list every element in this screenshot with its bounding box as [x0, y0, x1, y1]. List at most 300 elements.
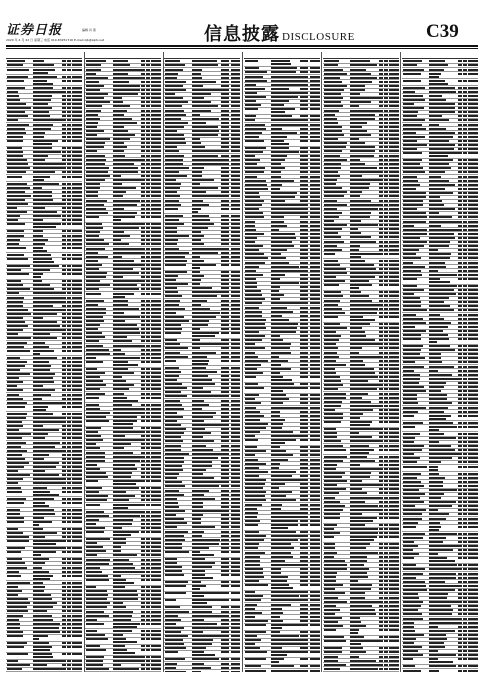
listing-cell	[62, 433, 66, 435]
listing-cell	[350, 464, 360, 466]
listing-cell	[151, 69, 161, 71]
listing-cell	[350, 413, 363, 415]
listing-cell	[324, 200, 337, 202]
listing-cell	[146, 280, 150, 282]
listing-cell	[300, 539, 304, 541]
listing-cell	[62, 450, 66, 452]
listing-cell	[141, 332, 145, 334]
listing-cell	[192, 619, 205, 621]
listing-cell	[141, 320, 145, 322]
listing-cell	[141, 472, 145, 474]
listing-cell	[379, 171, 383, 173]
listing-cell	[271, 221, 284, 223]
listing-cell	[245, 364, 261, 366]
listing-cell	[113, 368, 129, 370]
listing-cell	[384, 77, 388, 79]
listing-cell	[151, 623, 161, 625]
listing-cell	[300, 454, 304, 456]
listing-cell	[225, 295, 229, 297]
listing-cell	[403, 60, 422, 62]
listing-cell	[141, 645, 145, 647]
listing-cell	[192, 134, 218, 136]
listing-row	[244, 140, 320, 147]
listing-cell	[384, 464, 388, 466]
listing-cell	[231, 256, 241, 258]
listing-cell	[300, 427, 304, 429]
listing-cell	[350, 224, 377, 226]
listing-cell	[141, 118, 145, 120]
listing-cell	[7, 377, 19, 379]
listing-cell	[192, 343, 222, 345]
listing-cell	[310, 151, 320, 153]
listing-cell	[113, 336, 127, 338]
listing-cell	[113, 397, 128, 399]
listing-cell	[350, 572, 367, 574]
listing-cell	[225, 404, 229, 406]
listing-cell	[324, 421, 341, 423]
listing-cell	[350, 384, 381, 386]
listing-cell	[225, 69, 229, 71]
listing-cell	[141, 619, 145, 621]
listing-cell	[165, 643, 184, 645]
listing-cell	[72, 536, 82, 538]
listing-cell	[231, 130, 241, 132]
listing-cell	[221, 279, 225, 281]
listing-cell	[389, 134, 399, 136]
listing-cell	[146, 93, 150, 95]
listing-cell	[192, 195, 222, 197]
listing-cell	[245, 327, 266, 329]
listing-cell	[271, 627, 282, 629]
listing-cell	[350, 81, 372, 83]
listing-cell	[310, 200, 320, 202]
listing-cell	[304, 595, 308, 597]
listing-cell	[300, 323, 304, 325]
listing-cell	[62, 442, 66, 444]
listing-cell	[231, 457, 241, 459]
listing-cell	[72, 128, 82, 130]
listing-cell	[324, 580, 336, 582]
listing-cell	[389, 179, 399, 181]
listing-row	[6, 574, 82, 581]
listing-cell	[86, 284, 110, 286]
listing-cell	[221, 208, 225, 210]
listing-cell	[146, 97, 150, 99]
listing-cell	[7, 151, 23, 153]
listing-cell	[151, 397, 161, 399]
listing-cell	[67, 575, 71, 577]
listing-cell	[350, 93, 360, 95]
listing-cell	[165, 287, 177, 289]
listing-cell	[221, 291, 225, 293]
listing-cell	[379, 501, 383, 503]
listing-cell	[350, 316, 363, 318]
listing-cell	[225, 130, 229, 132]
listing-cell	[141, 146, 145, 148]
listing-cell	[310, 387, 320, 389]
listing-cell	[310, 658, 320, 660]
listing-cell	[113, 364, 138, 366]
listing-cell	[165, 599, 176, 601]
listing-cell	[86, 443, 96, 445]
listing-cell	[33, 143, 52, 145]
listing-cell	[62, 107, 66, 109]
listing-cell	[300, 343, 304, 345]
listing-cell	[113, 531, 140, 533]
listing-cell	[141, 443, 145, 445]
listing-cell	[271, 294, 284, 296]
listing-cell	[225, 639, 229, 641]
listing-cell	[7, 558, 22, 560]
listing-cell	[304, 171, 308, 173]
listing-cell	[62, 642, 66, 644]
listing-cell	[245, 286, 257, 288]
listing-cell	[33, 219, 43, 221]
listing-cell	[271, 245, 294, 247]
listing-cell	[72, 590, 82, 592]
listing-cell	[67, 136, 71, 138]
listing-cell	[225, 671, 229, 672]
listing-cell	[310, 475, 320, 477]
listing-cell	[192, 227, 208, 229]
listing-cell	[165, 215, 182, 217]
listing-cell	[86, 353, 110, 355]
listing-cell	[33, 513, 55, 515]
listing-cell	[141, 200, 145, 202]
listing-cell	[192, 101, 212, 103]
listing-cell	[113, 118, 133, 120]
listing-cell	[324, 613, 335, 615]
listing-cell	[231, 395, 241, 397]
listing-cell	[304, 212, 308, 214]
listing-cell	[304, 124, 308, 126]
listing-cell	[324, 592, 345, 594]
listing-cell	[86, 93, 108, 95]
listing-cell	[231, 360, 241, 362]
listing-cell	[192, 577, 214, 579]
listing-cell	[62, 223, 66, 225]
listing-cell	[113, 264, 143, 266]
listing-cell	[245, 108, 258, 110]
listing-cell	[7, 235, 24, 237]
listing-cell	[146, 368, 150, 370]
listing-cell	[62, 398, 66, 400]
listing-cell	[151, 208, 161, 210]
listing-cell	[379, 114, 383, 116]
listing-cell	[67, 292, 71, 294]
listing-cell	[300, 294, 304, 296]
listing-cell	[146, 235, 150, 237]
listing-cell	[304, 262, 308, 264]
listing-cell	[310, 163, 320, 165]
listing-cell	[113, 114, 125, 116]
listing-cell	[379, 93, 383, 95]
listing-cell	[324, 171, 339, 173]
listing-cell	[225, 352, 229, 354]
listing-cell	[221, 328, 225, 330]
listing-cell	[146, 656, 150, 658]
listing-cell	[384, 126, 388, 128]
listing-cell	[310, 257, 320, 259]
listing-cell	[379, 300, 383, 302]
listing-cell	[141, 167, 145, 169]
listing-cell	[389, 212, 399, 214]
listing-cell	[151, 656, 161, 658]
listing-row	[164, 551, 240, 558]
listing-cell	[389, 163, 399, 165]
listing-cell	[300, 96, 304, 98]
listing-cell	[324, 552, 338, 554]
listing-cell	[389, 159, 399, 161]
listing-row	[85, 361, 161, 368]
listing-cell	[72, 87, 82, 89]
listing-cell	[67, 594, 71, 596]
listing-cell	[245, 564, 260, 566]
listing-cell	[192, 570, 206, 572]
listing-cell	[7, 442, 26, 444]
listing-cell	[384, 150, 388, 152]
listing-cell	[72, 187, 82, 189]
listing-cell	[86, 420, 108, 422]
listing-cell	[304, 576, 308, 578]
listing-cell	[384, 241, 388, 243]
listing-cell	[245, 572, 263, 574]
listing-cell	[300, 151, 304, 153]
listing-cell	[72, 502, 82, 504]
listing-cell	[379, 304, 383, 306]
listing-cell	[33, 91, 64, 93]
listing-cell	[151, 611, 161, 613]
listing-cell	[141, 345, 145, 347]
listing-cell	[271, 147, 289, 149]
listing-cell	[7, 333, 18, 335]
listing-cell	[192, 312, 220, 314]
listing-cell	[324, 85, 347, 87]
listing-cell	[245, 347, 265, 349]
listing-cell	[221, 171, 225, 173]
listing-cell	[113, 427, 134, 429]
listing-cell	[86, 280, 100, 282]
listing-cell	[304, 580, 308, 582]
listing-cell	[350, 339, 375, 341]
listing-cell	[324, 601, 347, 603]
listing-cell	[379, 208, 383, 210]
listing-cell	[62, 313, 66, 315]
listing-cell	[324, 276, 336, 278]
listing-cell	[225, 347, 229, 349]
listing-cell	[310, 80, 320, 82]
listing-cell	[350, 432, 359, 434]
listing-cell	[33, 159, 44, 161]
listing-cell	[7, 297, 24, 299]
listing-cell	[141, 590, 145, 592]
listing-cell	[379, 588, 383, 590]
listing-cell	[389, 122, 399, 124]
listing-cell	[86, 85, 104, 87]
listing-cell	[113, 495, 136, 497]
listing-cell	[221, 360, 225, 362]
listing-cell	[146, 239, 150, 241]
listing-cell	[300, 192, 304, 194]
listing-cell	[324, 93, 341, 95]
listing-cell	[310, 266, 320, 268]
listing-cell	[165, 248, 179, 250]
listing-cell	[146, 472, 150, 474]
listing-cell	[113, 142, 125, 144]
listing-cell	[384, 138, 388, 140]
listing-cell	[146, 332, 150, 334]
listing-cell	[310, 262, 320, 264]
listing-cell	[271, 159, 285, 161]
listing-cell	[165, 416, 182, 418]
listing-cell	[304, 184, 308, 186]
listing-cell	[231, 639, 241, 641]
listing-cell	[225, 514, 229, 516]
listing-cell	[72, 284, 82, 286]
listing-cell	[231, 514, 241, 516]
section-title-cn: 信息披露	[204, 24, 280, 45]
listing-cell	[33, 203, 63, 205]
listing-cell	[379, 605, 383, 607]
listing-cell	[389, 432, 399, 434]
listing-cell	[245, 307, 259, 309]
listing-cell	[165, 440, 182, 442]
listing-cell	[151, 435, 161, 437]
listing-cell	[192, 375, 208, 377]
listing-cell	[304, 665, 308, 667]
listing-cell	[7, 627, 20, 629]
listing-cell	[62, 167, 66, 169]
listing-cell	[141, 138, 145, 140]
listing-cell	[62, 288, 66, 290]
listing-cell	[245, 576, 265, 578]
listing-cell	[67, 450, 71, 452]
listing-cell	[221, 547, 225, 549]
listing-cell	[72, 333, 82, 335]
listing-cell	[245, 360, 268, 362]
listing-cell	[33, 446, 55, 448]
listing-cell	[141, 579, 145, 581]
listing-cell	[350, 636, 364, 638]
listing-cell	[141, 256, 145, 258]
listing-cell	[310, 212, 320, 214]
listing-cell	[231, 191, 241, 193]
listing-cell	[310, 104, 320, 106]
listing-cell	[245, 151, 264, 153]
listing-cell	[225, 77, 229, 79]
listing-cell	[379, 505, 383, 507]
listing-cell	[67, 466, 71, 468]
listing-cell	[165, 371, 181, 373]
listing-cell	[350, 268, 376, 270]
listing-cell	[151, 288, 161, 290]
listing-cell	[113, 372, 134, 374]
listing-cell	[324, 60, 340, 62]
listing-cell	[225, 126, 229, 128]
listing-cell	[350, 539, 374, 541]
listing-cell	[384, 216, 388, 218]
listing-cell	[231, 440, 241, 442]
listing-cell	[379, 440, 383, 442]
listing-cell	[7, 536, 29, 538]
listing-cell	[72, 76, 82, 78]
listing-cell	[67, 211, 71, 213]
listing-cell	[7, 119, 18, 121]
listing-cell	[231, 412, 241, 414]
listing-cell	[86, 468, 100, 470]
listing-cell	[192, 97, 205, 99]
listing-cell	[310, 115, 320, 117]
listing-cell	[221, 375, 225, 377]
listing-cell	[384, 134, 388, 136]
listing-cell	[324, 656, 339, 658]
listing-cell	[384, 60, 388, 62]
listing-cell	[384, 492, 388, 494]
listing-cell	[384, 69, 388, 71]
listing-cell	[350, 388, 377, 390]
listing-cell	[379, 335, 383, 337]
listing-cell	[192, 235, 204, 237]
listing-cell	[300, 241, 304, 243]
listing-cell	[389, 220, 399, 222]
listing-cell	[113, 487, 140, 489]
listing-cell	[113, 611, 134, 613]
listing-cell	[72, 329, 82, 331]
listing-cell	[324, 364, 346, 366]
listing-cell	[62, 333, 66, 335]
listing-cell	[350, 159, 360, 161]
listing-cell	[324, 77, 340, 79]
listing-cell	[384, 472, 388, 474]
listing-row	[6, 258, 82, 265]
listing-cell	[67, 606, 71, 608]
listing-cell	[384, 85, 388, 87]
listing-cell	[310, 584, 320, 586]
listing-cell	[62, 124, 66, 126]
listing-cell	[300, 431, 304, 433]
listing-cell	[384, 468, 388, 470]
listing-cell	[389, 304, 399, 306]
listing-cell	[379, 122, 383, 124]
listing-cell	[271, 323, 298, 325]
listing-cell	[245, 155, 255, 157]
listing-cell	[192, 260, 205, 262]
listing-cell	[310, 411, 320, 413]
listing-cell	[384, 212, 388, 214]
listing-cell	[113, 546, 121, 548]
listing-cell	[384, 364, 388, 366]
listing-cell	[304, 233, 308, 235]
listing-cell	[389, 300, 399, 302]
listing-cell	[72, 342, 82, 344]
listing-cell	[141, 150, 145, 152]
listing-cell	[384, 460, 388, 462]
listing-cell	[231, 171, 241, 173]
listing-cell	[7, 361, 27, 363]
listing-cell	[310, 608, 320, 610]
listing-cell	[146, 252, 150, 254]
listing-cell	[33, 99, 51, 101]
listing-cell	[67, 631, 71, 633]
listing-cell	[384, 613, 388, 615]
listing-cell	[151, 304, 161, 306]
listing-cell	[324, 647, 342, 649]
listing-cell	[192, 449, 214, 451]
listing-cell	[350, 253, 381, 255]
listing-cell	[245, 200, 264, 202]
listing-cell	[86, 368, 97, 370]
listing-cell	[86, 563, 109, 565]
